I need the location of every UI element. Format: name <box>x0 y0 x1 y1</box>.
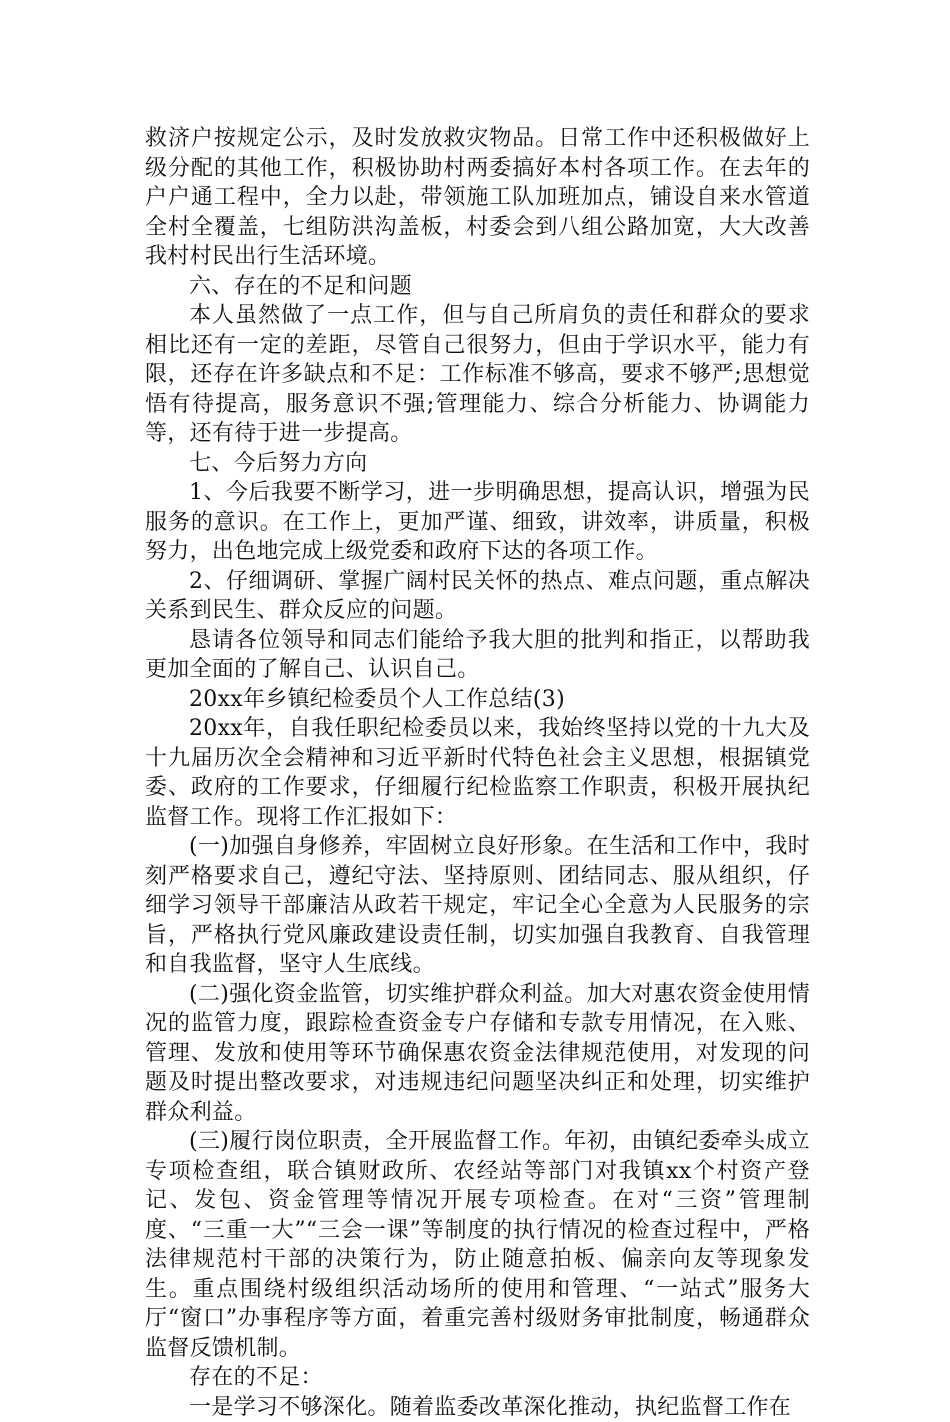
paragraph-item-1: (一)加强自身修养，牢固树立良好形象。在生活和工作中，我时刻严格要求自己，遵纪守法、坚持原则、团结同志、服从组织，仔细学习领导干部廉洁从政若干规定，牢记全心全意为人民服务的宗旨，严格执行党风廉政建设责任制，切实加强自我教育、自我管理和自我监督，坚守人生底线。 <box>145 832 810 980</box>
paragraph-item-2: (二)强化资金监管，切实维护群众利益。加大对惠农资金使用情况的监管力度，跟踪检查资金专户存储和专款专用情况，在入账、管理、发放和使用等环节确保惠农资金法律规范使用，对发现的问题及时提出整改要求，对违规违纪问题坚决纠正和处理，切实维护群众利益。 <box>145 980 810 1128</box>
section-heading-deficiencies: 存在的不足： <box>145 1363 810 1393</box>
section-heading-future-direction: 七、今后努力方向 <box>145 449 810 479</box>
paragraph-intro: 20xx年，自我任职纪检委员以来，我始终坚持以党的十九大及十九届历次全会精神和习近平新时代特色社会主义思想，根据镇党委、政府的工作要求，仔细履行纪检监察工作职责，积极开展执纪监督工作。现将工作汇报如下： <box>145 714 810 832</box>
document-section-title: 20xx年乡镇纪检委员个人工作总结(3) <box>145 685 810 715</box>
paragraph-deficiency-1: 一是学习不够深化。随着监委改革深化推动，执纪监督工作在 <box>145 1393 810 1422</box>
paragraph-continuation: 救济户按规定公示，及时发放救灾物品。日常工作中还积极做好上级分配的其他工作，积极协助村两委搞好本村各项工作。在去年的户户通工程中，全力以赴，带领施工队加班加点，铺设自来水管道全村全覆盖，七组防洪沟盖板，村委会到八组公路加宽，大大改善我村村民出行生活环境。 <box>145 124 810 272</box>
section-heading-shortcomings: 六、存在的不足和问题 <box>145 272 810 302</box>
paragraph-future-1: 1、今后我要不断学习，进一步明确思想，提高认识，增强为民服务的意识。在工作上，更加严谨、细致，讲效率，讲质量，积极努力，出色地完成上级党委和政府下达的各项工作。 <box>145 478 810 567</box>
paragraph-item-3: (三)履行岗位职责，全开展监督工作。年初，由镇纪委牵头成立专项检查组，联合镇财政所、农经站等部门对我镇xx个村资产登记、发包、资金管理等情况开展专项检查。在对“三资”管理制度、“三重一大”“三会一课”等制度的执行情况的检查过程中，严格法律规范村干部的决策行为，防止随意拍板、偏亲向友等现象发生。重点围绕村级组织活动场所的使用和管理、“一站式”服务大厅“窗口”办事程序等方面，着重完善村级财务审批制度，畅通群众监督反馈机制。 <box>145 1127 810 1363</box>
paragraph-request-feedback: 恳请各位领导和同志们能给予我大胆的批判和指正，以帮助我更加全面的了解自己、认识自己。 <box>145 626 810 685</box>
paragraph-shortcomings: 本人虽然做了一点工作，但与自己所肩负的责任和群众的要求相比还有一定的差距，尽管自己很努力，但由于学识水平，能力有限，还存在许多缺点和不足：工作标准不够高，要求不够严;思想觉悟有待提高，服务意识不强;管理能力、综合分析能力、协调能力等，还有待于进一步提高。 <box>145 301 810 449</box>
document-body <box>145 124 810 1422</box>
paragraph-future-2: 2、仔细调研、掌握广阔村民关怀的热点、难点问题，重点解决关系到民生、群众反应的问题。 <box>145 567 810 626</box>
